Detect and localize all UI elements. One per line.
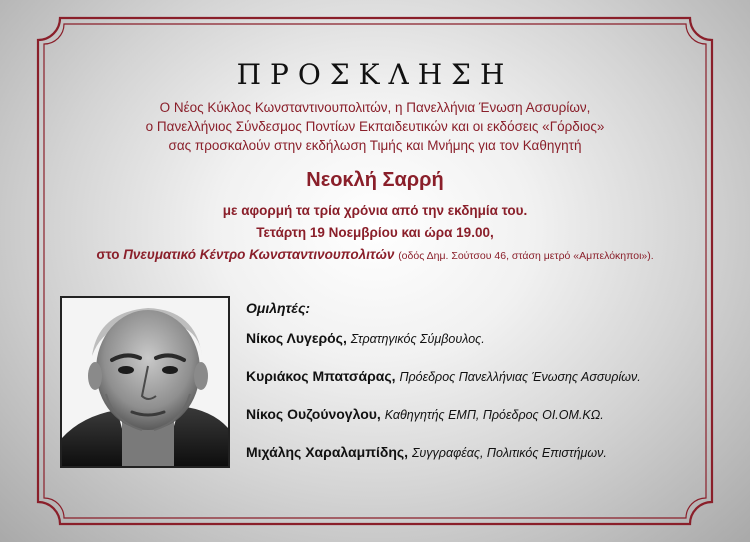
speaker-role: Συγγραφέας, Πολιτικός Επιστήμων. (411, 446, 607, 460)
speakers-list (246, 300, 641, 480)
venue-prefix: στο (96, 247, 120, 262)
speaker-name: Κυριάκος Μπατσάρας, (246, 368, 396, 384)
speakers-heading: Ομιλητές: (246, 300, 311, 316)
intro-line: Ο Νέος Κύκλος Κωνσταντινουπολιτών, η Πανελλήνια Ένωση Ασσυρίων, (159, 100, 591, 115)
intro-line: σας προσκαλούν στην εκδήλωση Τιμής και Μνήμης για τον Καθηγητή (168, 138, 582, 153)
speaker-role: Καθηγητής ΕΜΠ, Πρόεδρος ΟΙ.ΟΜ.ΚΩ. (384, 408, 604, 422)
venue-name: Πνευματικό Κέντρο Κωνσταντινουπολιτών (123, 247, 395, 262)
invitation-title: ΠΡΟΣΚΛΗΣΗ (236, 58, 514, 91)
intro-text (0, 98, 750, 155)
speaker-role: Στρατηγικός Σύμβουλος. (350, 332, 485, 346)
speaker-row (246, 328, 641, 354)
speaker-name: Μιχάλης Χαραλαμπίδης, (246, 444, 409, 460)
honoree-portrait (60, 296, 230, 468)
event-details (0, 200, 750, 267)
datetime-line: Τετάρτη 19 Νοεμβρίου και ώρα 19.00, (256, 225, 494, 240)
venue-line (0, 244, 750, 267)
speaker-row (246, 442, 641, 468)
speaker-name: Νίκος Λυγερός, (246, 330, 347, 346)
speaker-row (246, 366, 641, 392)
venue-address: (οδός Δημ. Σούτσου 46, στάση μετρό «Αμπελόκηποι»). (398, 250, 654, 262)
speaker-row (246, 404, 641, 430)
intro-line: ο Πανελλήνιος Σύνδεσμος Ποντίων Εκπαιδευτικών και οι εκδόσεις «Γόρδιος» (145, 119, 605, 134)
speaker-role: Πρόεδρος Πανελλήνιας Ένωσης Ασσυρίων. (399, 370, 641, 384)
portrait-illustration (62, 298, 228, 466)
occasion-line: με αφορμή τα τρία χρόνια από την εκδημία του. (222, 203, 528, 218)
speaker-name: Νίκος Ουζούνογλου, (246, 406, 381, 422)
honoree-name: Νεοκλή Σαρρή (306, 169, 444, 191)
